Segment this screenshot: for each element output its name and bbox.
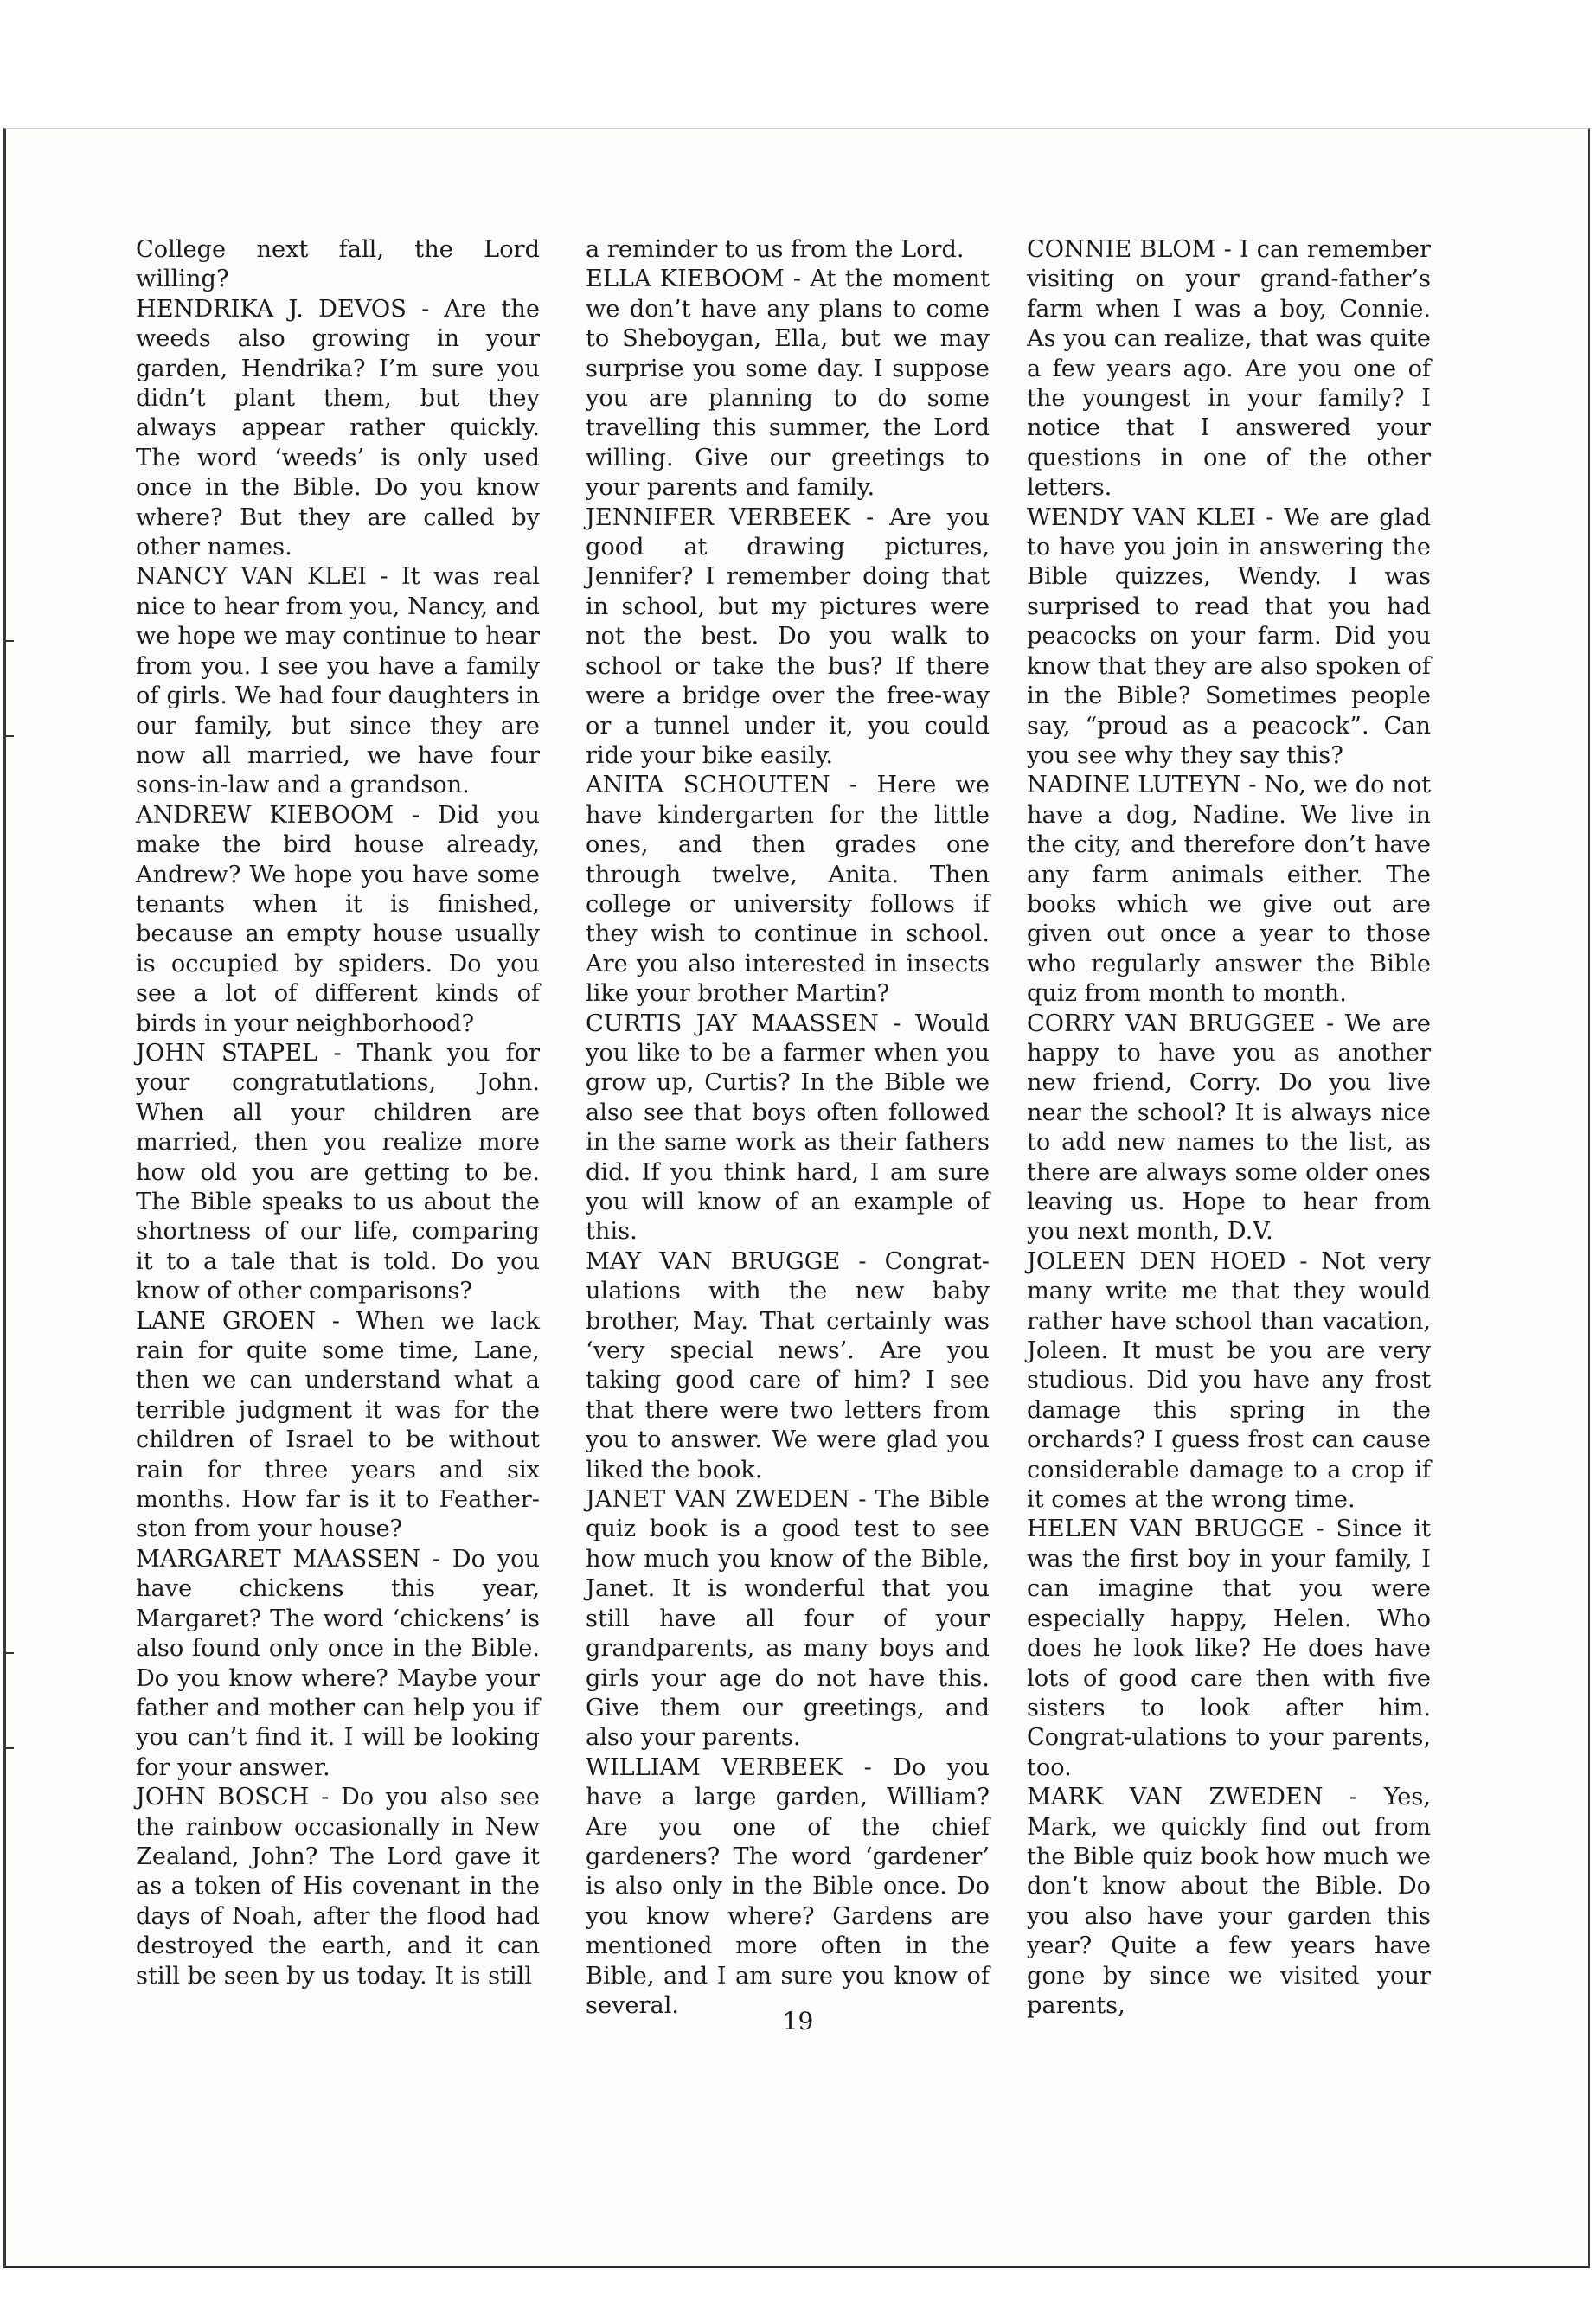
text-column-3 (1027, 235, 1431, 2021)
scan-mark (5, 640, 14, 642)
column-2-paragraph-8: WILLIAM VERBEEK - Do you have a large garden, William? Are you one of the chief gardeners? The word ‘gardener’ is also only in the Bible once. Do you know where? Gardens are mentioned more often in the Bible, and I am sure you know of several. (586, 1753, 990, 2019)
column-2-paragraph-2: ELLA KIEBOOM - At the moment we don’t have any plans to come to Sheboygan, Ella, but we may surprise you some day. I suppose you are planning to do some travelling this summer, the Lord willing. Give our greetings to your parents and family. (586, 266, 990, 502)
column-3-paragraph-7: MARK VAN ZWEDEN - Yes, Mark, we quickly find out from the Bible quiz book how much we don’t know about the Bible. Do you also have your garden this year? Quite a few years have gone by since we visited your parents, (1027, 1784, 1431, 2019)
column-1-paragraph-7: MARGARET MAASSEN - Do you have chickens this year, Margaret? The word ‘chickens’ is also found only once in the Bible. Do you know where? Maybe your father and mother can help you if you can’t find it. I will be looking for your answer. (136, 1545, 540, 1781)
column-1-paragraph-8: JOHN BOSCH - Do you also see the rainbow occasionally in New Zealand, John? The Lord gave it as a token of His covenant in the days of Noah, after the flood had destroyed the earth, and it can still be seen by us today. It is still (136, 1784, 540, 1990)
column-3-paragraph-6: HELEN VAN BRUGGE - Since it was the first boy in your family, I can imagine that you were especially happy, Helen. Who does he look like? He does have lots of good care then with five sisters to look after him. Congrat-ulations to your parents, too. (1027, 1516, 1431, 1781)
column-2-paragraph-1: a reminder to us from the Lord. (586, 236, 965, 263)
column-2-paragraph-7: JANET VAN ZWEDEN - The Bible quiz book is a good test to see how much you know of the Bible, Janet. It is wonderful that you still have all four of your grandparents, as many boys and girls your age do not have this. Give them our greetings, and also your parents. (586, 1486, 990, 1752)
column-2-paragraph-6: MAY VAN BRUGGE - Congrat-ulations with the new baby brother, May. That certainly was ‘very special news’. Are you taking good care of him? I see that there were two letters from you to answer. We were glad you liked the book. (586, 1247, 990, 1484)
scan-mark (5, 1747, 14, 1749)
scan-mark (5, 735, 14, 737)
page-number: 19 (782, 2007, 814, 2035)
column-2-paragraph-5: CURTIS JAY MAASSEN - Would you like to be a farmer when you grow up, Curtis? In the Bible we also see that boys often followed in the same work as their fathers did. If you think hard, I am sure you will know of an example of this. (586, 1009, 990, 1246)
text-column-2 (586, 235, 990, 2021)
column-2-paragraph-4: ANITA SCHOUTEN - Here we have kindergarten for the little ones, and then grades one through twelve, Anita. Then college or university follows if they wish to continue in school. Are you also interested in insects like your brother Martin? (586, 772, 990, 1008)
column-1-paragraph-1: College next fall, the Lord willing? (136, 236, 540, 293)
column-1-paragraph-4: ANDREW KIEBOOM - Did you make the bird house already, Andrew? We hope you have some tenants when it is finished, because an empty house usually is occupied by spiders. Do you see a lot of different kinds of birds in your neighborhood? (136, 801, 540, 1037)
column-3-paragraph-3: NADINE LUTEYN - No, we do not have a dog, Nadine. We live in the city, and therefore don’t have any farm animals either. The books which we give out are given out once a year to those who regularly answer the Bible quiz from month to month. (1027, 772, 1431, 1008)
column-3-paragraph-4: CORRY VAN BRUGGEE - We are happy to have you as another new friend, Corry. Do you live near the school? It is always nice to add new names to the list, as there are always some older ones leaving us. Hope to hear from you next month, D.V. (1027, 1009, 1431, 1246)
column-1-paragraph-3: NANCY VAN KLEI - It was real nice to hear from you, Nancy, and we hope we may continue to hear from you. I see you have a family of girls. We had four daughters in our family, but since they are now all married, we have four sons-in-law and a grandson. (136, 563, 540, 799)
column-1-paragraph-2: HENDRIKA J. DEVOS - Are the weeds also growing in your garden, Hendrika? I’m sure you didn’t plant them, but they always appear rather quickly. The word ‘weeds’ is only used once in the Bible. Do you know where? But they are called by other names. (136, 295, 540, 561)
column-3-paragraph-5: JOLEEN DEN HOED - Not very many write me that they would rather have school than vacation, Joleen. It must be you are very studious. Did you have any frost damage this spring in the orchards? I guess frost can cause considerable damage to a crop if it comes at the wrong time. (1027, 1247, 1431, 1514)
column-1-paragraph-5: JOHN STAPEL - Thank you for your congratutlations, John. When all your children are married, then you realize more how old you are getting to be. The Bible speaks to us about the shortness of our life, comparing it to a tale that is told. Do you know of other comparisons? (136, 1039, 540, 1305)
column-3-paragraph-1: CONNIE BLOM - I can remember visiting on your grand-father’s farm when I was a boy, Connie. As you can realize, that was quite a few years ago. Are you one of the youngest in your family? I notice that I answered your questions in one of the other letters. (1027, 236, 1431, 502)
scan-mark (5, 1652, 14, 1654)
column-2-paragraph-3: JENNIFER VERBEEK - Are you good at drawing pictures, Jennifer? I remember doing that in school, but my pictures were not the best. Do you walk to school or take the bus? If there were a bridge over the free-way or a tunnel under it, you could ride your bike easily. (586, 503, 990, 769)
column-3-paragraph-2: WENDY VAN KLEI - We are glad to have you join in answering the Bible quizzes, Wendy. I was surprised to read that you had peacocks on your farm. Did you know that they are also spoken of in the Bible? Sometimes people say, “proud as a peacock”. Can you see why they say this? (1027, 503, 1431, 769)
text-column-1 (136, 235, 540, 1991)
column-1-paragraph-6: LANE GROEN - When we lack rain for quite some time, Lane, then we can understand what a terrible judgment it was for the children of Israel to be without rain for three years and six months. How far is it to Feather-ston from your house? (136, 1307, 540, 1543)
